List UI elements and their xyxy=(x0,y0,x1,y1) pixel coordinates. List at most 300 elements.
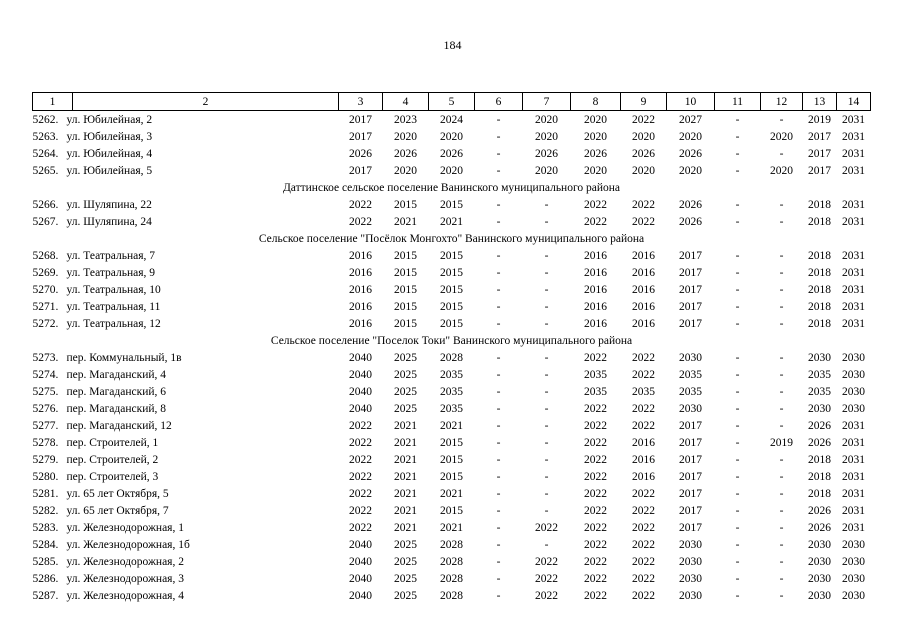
table-row xyxy=(33,451,871,468)
table-row xyxy=(33,502,871,519)
value-cell: - xyxy=(779,453,784,466)
value-cell: 2016 xyxy=(632,470,655,483)
value-cell: 2022 xyxy=(535,572,558,585)
value-cell: 2019 xyxy=(808,113,831,126)
value-cell: 2022 xyxy=(584,453,607,466)
row-number: 5278. xyxy=(32,436,59,449)
value-cell: 2030 xyxy=(679,538,702,551)
value-cell: 2022 xyxy=(535,555,558,568)
value-cell: - xyxy=(496,215,501,228)
value-cell: 2025 xyxy=(394,572,417,585)
value-cell: - xyxy=(779,266,784,279)
section-title: Даттинское сельское поселение Ванинского муниципального района xyxy=(282,181,621,194)
value-cell: 2022 xyxy=(632,504,655,517)
row-address: ул. Юбилейная, 5 xyxy=(66,164,153,177)
value-cell: 2030 xyxy=(842,368,865,381)
value-cell: 2020 xyxy=(632,164,655,177)
row-number: 5269. xyxy=(32,266,59,279)
value-cell: 2015 xyxy=(394,266,417,279)
column-header: 10 xyxy=(667,93,715,111)
value-cell: 2015 xyxy=(440,266,463,279)
value-cell: 2015 xyxy=(394,317,417,330)
row-address: ул. Железнодорожная, 2 xyxy=(66,555,184,568)
value-cell: 2022 xyxy=(535,521,558,534)
value-cell: - xyxy=(735,402,740,415)
value-cell: - xyxy=(544,436,549,449)
value-cell: - xyxy=(735,164,740,177)
row-number: 5265. xyxy=(32,164,59,177)
value-cell: 2016 xyxy=(632,283,655,296)
column-header: 4 xyxy=(383,93,429,111)
value-cell: 2026 xyxy=(440,147,463,160)
value-cell: 2020 xyxy=(440,130,463,143)
row-address: пер. Коммунальный, 1в xyxy=(66,351,182,364)
value-cell: - xyxy=(496,385,501,398)
value-cell: 2030 xyxy=(842,538,865,551)
value-cell: 2030 xyxy=(679,351,702,364)
row-label-cell xyxy=(33,587,339,604)
value-cell: 2015 xyxy=(440,198,463,211)
value-cell: 2016 xyxy=(349,266,372,279)
row-label-cell xyxy=(33,349,339,366)
row-label-cell xyxy=(33,485,339,502)
value-cell: 2020 xyxy=(535,164,558,177)
value-cell: 2016 xyxy=(632,249,655,262)
value-cell: - xyxy=(735,215,740,228)
value-cell: 2017 xyxy=(808,130,831,143)
value-cell: 2022 xyxy=(632,521,655,534)
row-address: пер. Магаданский, 12 xyxy=(66,419,172,432)
value-cell: - xyxy=(735,504,740,517)
row-label-cell xyxy=(33,366,339,383)
value-cell: 2022 xyxy=(584,198,607,211)
value-cell: - xyxy=(544,470,549,483)
section-title: Сельское поселение "Поселок Токи" Ванинского муниципального района xyxy=(270,334,633,347)
value-cell: 2021 xyxy=(394,470,417,483)
table-row xyxy=(33,349,871,366)
row-number: 5277. xyxy=(32,419,59,432)
value-cell: 2028 xyxy=(440,538,463,551)
value-cell: 2016 xyxy=(632,436,655,449)
value-cell: - xyxy=(544,198,549,211)
value-cell: 2020 xyxy=(679,130,702,143)
row-label-cell xyxy=(33,400,339,417)
row-number: 5281. xyxy=(32,487,59,500)
value-cell: - xyxy=(779,283,784,296)
table-row xyxy=(33,298,871,315)
value-cell: - xyxy=(496,504,501,517)
value-cell: - xyxy=(496,249,501,262)
value-cell: 2020 xyxy=(584,130,607,143)
row-address: пер. Магаданский, 4 xyxy=(66,368,167,381)
value-cell: - xyxy=(779,470,784,483)
value-cell: 2019 xyxy=(770,436,793,449)
value-cell: 2030 xyxy=(842,589,865,602)
section-row xyxy=(33,179,871,196)
value-cell: 2017 xyxy=(679,470,702,483)
row-label-cell xyxy=(33,434,339,451)
value-cell: 2020 xyxy=(632,130,655,143)
value-cell: 2031 xyxy=(842,436,865,449)
column-header: 13 xyxy=(803,93,837,111)
value-cell: 2022 xyxy=(349,198,372,211)
value-cell: 2030 xyxy=(808,555,831,568)
table-row xyxy=(33,468,871,485)
row-address: ул. Юбилейная, 4 xyxy=(66,147,153,160)
value-cell: 2021 xyxy=(440,521,463,534)
value-cell: - xyxy=(496,368,501,381)
row-label-cell xyxy=(33,553,339,570)
value-cell: - xyxy=(735,538,740,551)
value-cell: 2028 xyxy=(440,589,463,602)
section-title: Сельское поселение "Посёлок Монгохто" Ванинского муниципального района xyxy=(258,232,645,245)
row-label-cell xyxy=(33,417,339,434)
value-cell: 2035 xyxy=(440,402,463,415)
value-cell: - xyxy=(735,300,740,313)
value-cell: 2022 xyxy=(632,419,655,432)
table-row xyxy=(33,264,871,281)
row-number: 5280. xyxy=(32,470,59,483)
value-cell: 2022 xyxy=(584,521,607,534)
value-cell: - xyxy=(544,402,549,415)
table-row xyxy=(33,128,871,145)
value-cell: 2022 xyxy=(349,419,372,432)
row-label-cell xyxy=(33,315,339,332)
value-cell: 2035 xyxy=(808,385,831,398)
value-cell: 2016 xyxy=(584,266,607,279)
value-cell: 2026 xyxy=(808,419,831,432)
value-cell: 2023 xyxy=(394,113,417,126)
value-cell: - xyxy=(779,402,784,415)
value-cell: 2015 xyxy=(440,317,463,330)
value-cell: - xyxy=(735,351,740,364)
value-cell: - xyxy=(496,572,501,585)
value-cell: 2017 xyxy=(349,130,372,143)
value-cell: 2016 xyxy=(632,453,655,466)
value-cell: 2028 xyxy=(440,572,463,585)
row-address: пер. Строителей, 2 xyxy=(66,453,159,466)
value-cell: - xyxy=(735,487,740,500)
value-cell: 2031 xyxy=(842,521,865,534)
value-cell: - xyxy=(496,521,501,534)
row-address: пер. Магаданский, 6 xyxy=(66,385,167,398)
value-cell: 2017 xyxy=(679,317,702,330)
value-cell: 2015 xyxy=(440,436,463,449)
row-number: 5272. xyxy=(32,317,59,330)
value-cell: 2022 xyxy=(584,402,607,415)
value-cell: 2030 xyxy=(808,572,831,585)
value-cell: 2015 xyxy=(394,249,417,262)
value-cell: 2031 xyxy=(842,453,865,466)
value-cell: 2016 xyxy=(632,300,655,313)
row-number: 5275. xyxy=(32,385,59,398)
value-cell: - xyxy=(735,368,740,381)
row-label-cell xyxy=(33,111,339,129)
value-cell: 2016 xyxy=(349,300,372,313)
value-cell: 2022 xyxy=(632,402,655,415)
value-cell: 2017 xyxy=(679,300,702,313)
value-cell: 2018 xyxy=(808,283,831,296)
value-cell: - xyxy=(496,317,501,330)
row-number: 5268. xyxy=(32,249,59,262)
value-cell: 2018 xyxy=(808,266,831,279)
value-cell: - xyxy=(496,147,501,160)
value-cell: 2022 xyxy=(632,589,655,602)
value-cell: 2031 xyxy=(842,470,865,483)
value-cell: 2016 xyxy=(349,283,372,296)
value-cell: 2028 xyxy=(440,351,463,364)
section-row xyxy=(33,332,871,349)
value-cell: - xyxy=(544,300,549,313)
value-cell: 2024 xyxy=(440,113,463,126)
value-cell: 2022 xyxy=(632,538,655,551)
value-cell: 2015 xyxy=(440,249,463,262)
value-cell: - xyxy=(544,283,549,296)
value-cell: 2021 xyxy=(394,215,417,228)
value-cell: 2025 xyxy=(394,368,417,381)
table-row xyxy=(33,553,871,570)
value-cell: - xyxy=(544,419,549,432)
value-cell: 2040 xyxy=(349,402,372,415)
value-cell: 2022 xyxy=(349,487,372,500)
value-cell: 2022 xyxy=(584,351,607,364)
value-cell: 2022 xyxy=(584,487,607,500)
value-cell: 2031 xyxy=(842,113,865,126)
value-cell: - xyxy=(735,266,740,279)
value-cell: - xyxy=(735,249,740,262)
value-cell: - xyxy=(496,589,501,602)
column-header: 7 xyxy=(523,93,571,111)
row-number: 5276. xyxy=(32,402,59,415)
row-address: ул. Железнодорожная, 4 xyxy=(66,589,184,602)
value-cell: - xyxy=(544,266,549,279)
value-cell: - xyxy=(735,317,740,330)
value-cell: - xyxy=(544,487,549,500)
column-header: 8 xyxy=(571,93,621,111)
value-cell: 2018 xyxy=(808,249,831,262)
value-cell: 2016 xyxy=(349,317,372,330)
value-cell: - xyxy=(496,198,501,211)
value-cell: - xyxy=(496,164,501,177)
row-label-cell xyxy=(33,502,339,519)
value-cell: 2031 xyxy=(842,164,865,177)
value-cell: 2022 xyxy=(584,470,607,483)
value-cell: 2022 xyxy=(584,436,607,449)
table-row xyxy=(33,434,871,451)
value-cell: 2015 xyxy=(440,283,463,296)
value-cell: 2022 xyxy=(584,589,607,602)
value-cell: 2022 xyxy=(584,504,607,517)
value-cell: 2030 xyxy=(679,572,702,585)
value-cell: - xyxy=(496,300,501,313)
value-cell: 2022 xyxy=(632,572,655,585)
row-address: ул. Железнодорожная, 1 xyxy=(66,521,184,534)
table-row xyxy=(33,400,871,417)
value-cell: 2026 xyxy=(808,504,831,517)
value-cell: 2015 xyxy=(440,453,463,466)
value-cell: 2020 xyxy=(770,164,793,177)
value-cell: 2021 xyxy=(394,419,417,432)
value-cell: 2026 xyxy=(394,147,417,160)
section-row xyxy=(33,230,871,247)
value-cell: 2022 xyxy=(632,368,655,381)
value-cell: 2026 xyxy=(349,147,372,160)
value-cell: 2030 xyxy=(679,555,702,568)
row-address: ул. Театральная, 11 xyxy=(66,300,161,313)
value-cell: 2017 xyxy=(679,283,702,296)
value-cell: 2035 xyxy=(584,385,607,398)
value-cell: - xyxy=(496,538,501,551)
column-header: 14 xyxy=(837,93,871,111)
column-header: 12 xyxy=(761,93,803,111)
row-number: 5270. xyxy=(32,283,59,296)
value-cell: - xyxy=(735,385,740,398)
value-cell: - xyxy=(544,453,549,466)
row-number: 5266. xyxy=(32,198,59,211)
value-cell: - xyxy=(735,572,740,585)
value-cell: - xyxy=(544,538,549,551)
value-cell: 2021 xyxy=(394,487,417,500)
row-label-cell xyxy=(33,145,339,162)
value-cell: 2020 xyxy=(440,164,463,177)
value-cell: 2021 xyxy=(440,215,463,228)
row-address: ул. 65 лет Октября, 7 xyxy=(66,504,169,517)
value-cell: - xyxy=(544,249,549,262)
value-cell: 2018 xyxy=(808,487,831,500)
row-number: 5287. xyxy=(32,589,59,602)
value-cell: - xyxy=(779,147,784,160)
table-row xyxy=(33,213,871,230)
value-cell: 2017 xyxy=(679,521,702,534)
row-number: 5264. xyxy=(32,147,59,160)
value-cell: 2021 xyxy=(394,521,417,534)
value-cell: 2026 xyxy=(679,215,702,228)
row-number: 5262. xyxy=(32,113,59,126)
row-number: 5279. xyxy=(32,453,59,466)
value-cell: - xyxy=(496,130,501,143)
value-cell: - xyxy=(779,249,784,262)
page-number: 184 xyxy=(443,38,462,52)
value-cell: - xyxy=(496,487,501,500)
value-cell: 2040 xyxy=(349,555,372,568)
value-cell: - xyxy=(779,419,784,432)
row-address: пер. Строителей, 3 xyxy=(66,470,159,483)
value-cell: - xyxy=(779,113,784,126)
value-cell: 2025 xyxy=(394,555,417,568)
row-number: 5283. xyxy=(32,521,59,534)
row-label-cell xyxy=(33,247,339,264)
table-row xyxy=(33,315,871,332)
value-cell: 2031 xyxy=(842,419,865,432)
value-cell: - xyxy=(779,538,784,551)
value-cell: 2026 xyxy=(679,147,702,160)
value-cell: 2015 xyxy=(394,300,417,313)
value-cell: - xyxy=(779,504,784,517)
value-cell: 2017 xyxy=(349,113,372,126)
row-label-cell xyxy=(33,128,339,145)
column-header: 11 xyxy=(715,93,761,111)
row-address: ул. Юбилейная, 3 xyxy=(66,130,153,143)
row-number: 5284. xyxy=(32,538,59,551)
value-cell: 2020 xyxy=(584,164,607,177)
value-cell: 2035 xyxy=(632,385,655,398)
value-cell: 2018 xyxy=(808,317,831,330)
row-number: 5267. xyxy=(32,215,59,228)
housing-table xyxy=(32,92,871,604)
row-address: ул. Юбилейная, 2 xyxy=(66,113,153,126)
value-cell: 2030 xyxy=(842,555,865,568)
row-label-cell xyxy=(33,298,339,315)
value-cell: 2016 xyxy=(632,317,655,330)
value-cell: - xyxy=(779,487,784,500)
table-row xyxy=(33,281,871,298)
value-cell: 2022 xyxy=(632,555,655,568)
column-header: 3 xyxy=(339,93,383,111)
value-cell: - xyxy=(779,198,784,211)
value-cell: 2022 xyxy=(584,572,607,585)
value-cell: - xyxy=(496,555,501,568)
value-cell: 2035 xyxy=(440,368,463,381)
value-cell: 2028 xyxy=(440,555,463,568)
value-cell: 2031 xyxy=(842,487,865,500)
table-row xyxy=(33,485,871,502)
value-cell: 2021 xyxy=(440,487,463,500)
value-cell: 2022 xyxy=(535,589,558,602)
value-cell: 2031 xyxy=(842,198,865,211)
value-cell: 2031 xyxy=(842,300,865,313)
row-number: 5286. xyxy=(32,572,59,585)
value-cell: 2040 xyxy=(349,351,372,364)
value-cell: - xyxy=(779,215,784,228)
value-cell: 2031 xyxy=(842,266,865,279)
column-header: 2 xyxy=(73,93,339,111)
value-cell: 2031 xyxy=(842,147,865,160)
row-address: ул. Железнодорожная, 3 xyxy=(66,572,184,585)
table-row xyxy=(33,519,871,536)
value-cell: 2022 xyxy=(584,538,607,551)
value-cell: 2016 xyxy=(584,317,607,330)
value-cell: 2022 xyxy=(349,453,372,466)
value-cell: 2018 xyxy=(808,215,831,228)
value-cell: - xyxy=(544,504,549,517)
value-cell: 2015 xyxy=(394,283,417,296)
value-cell: - xyxy=(779,317,784,330)
column-header: 5 xyxy=(429,93,475,111)
value-cell: 2016 xyxy=(584,300,607,313)
table-row xyxy=(33,247,871,264)
row-address: ул. Театральная, 7 xyxy=(66,249,156,262)
row-label-cell xyxy=(33,570,339,587)
value-cell: 2022 xyxy=(632,351,655,364)
table-body xyxy=(33,111,871,605)
value-cell: 2025 xyxy=(394,351,417,364)
value-cell: - xyxy=(779,385,784,398)
table-header xyxy=(33,93,871,111)
value-cell: - xyxy=(544,317,549,330)
value-cell: 2040 xyxy=(349,572,372,585)
value-cell: 2026 xyxy=(808,436,831,449)
table-row xyxy=(33,162,871,179)
value-cell: 2026 xyxy=(632,147,655,160)
value-cell: - xyxy=(779,555,784,568)
value-cell: 2035 xyxy=(679,385,702,398)
value-cell: 2031 xyxy=(842,215,865,228)
row-address: пер. Строителей, 1 xyxy=(66,436,159,449)
row-label-cell xyxy=(33,451,339,468)
value-cell: 2021 xyxy=(394,453,417,466)
value-cell: 2017 xyxy=(808,147,831,160)
row-address: ул. Театральная, 10 xyxy=(66,283,161,296)
